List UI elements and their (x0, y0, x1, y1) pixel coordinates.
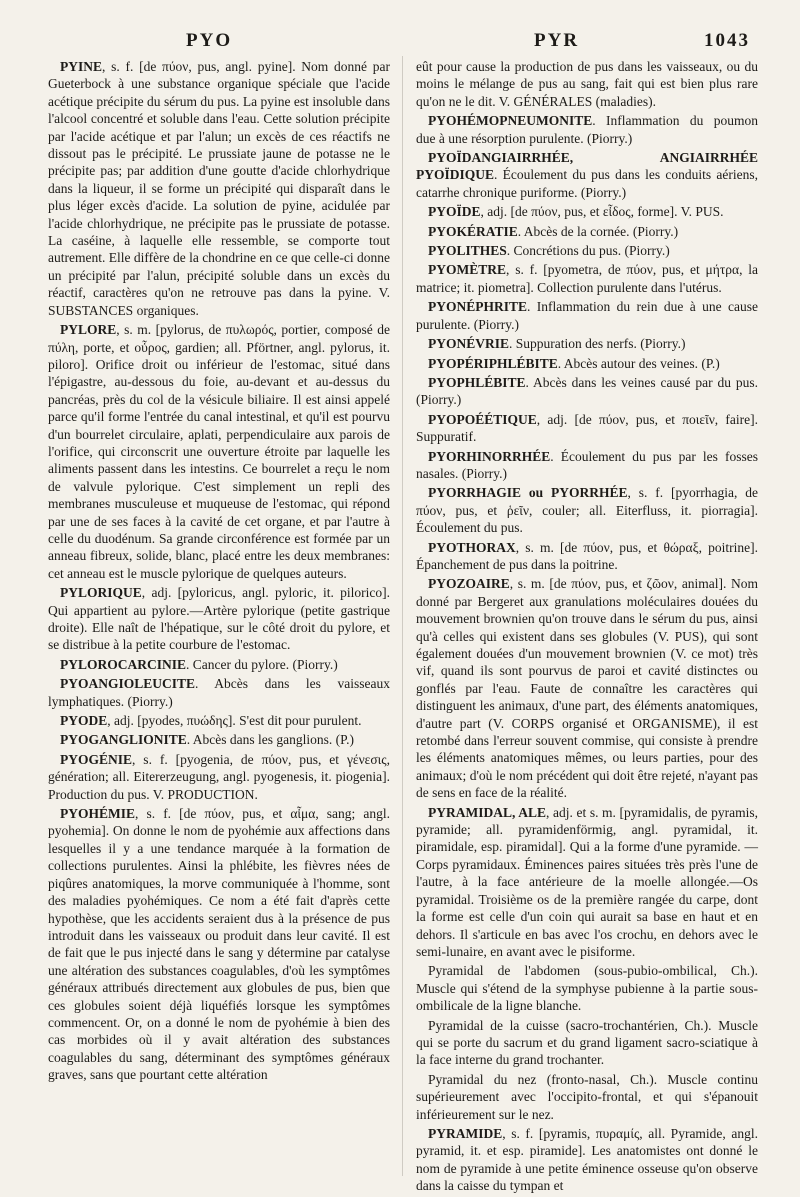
entry-text: , s. f. [pyogenia, de πύον, pus, et γένεσις, génération; all. Eitererzeugung, angl. pyogenesis, it. piogenia]. Production du pus. V. PRODUCTION. (48, 751, 390, 802)
entry-headword: PYORRHAGIE ou PYORRHÉE (428, 485, 628, 501)
entry-headword: PYOPHLÉBITE (428, 374, 526, 390)
dictionary-entry (48, 675, 390, 710)
entry-headword: PYOÏDANGIAIRRHÉE, ANGIAIRRHÉE PYOÏDIQUE (416, 150, 758, 183)
entry-headword: PYOLITHES (428, 243, 507, 259)
dictionary-entry (48, 751, 390, 803)
entry-text: , adj. [pyloricus, angl. pyloric, it. pilorico]. Qui appartient au pylore.—Artère pylorique (petite gastrique droite). Elle naît de l'hépatique, sur le côté droit du pylore, et se distribue à la petite courbure de l'estomac. (48, 585, 390, 653)
entry-text: . Suppuration des nerfs. (Piorry.) (509, 336, 686, 352)
entry-headword: PYRAMIDAL, ALE (428, 804, 546, 820)
dictionary-entry (416, 261, 758, 296)
entry-headword: PYOGANGLIONITE (60, 732, 187, 748)
entry-text: Pyramidal de la cuisse (sacro-trochantérien, Ch.). Muscle qui se porte du sacrum et du grand ligament sacro-sciatique à la face interne du grand trochanter. (416, 1017, 758, 1068)
entry-headword: PYINE (60, 59, 103, 74)
entry-text: . Concrétions du pus. (Piorry.) (506, 243, 670, 259)
dictionary-entry (416, 149, 758, 201)
entry-headword: PYOPOÉÉTIQUE (428, 411, 537, 427)
entry-text: . Écoulement du pus par les fosses nasales. (Piorry.) (416, 448, 758, 481)
entry-headword: PYLORIQUE (60, 585, 142, 601)
text-columns (48, 58, 758, 1197)
entry-text: , s. f. [pyramis, πυραμίς, all. Pyramide, angl. pyramid, it. et esp. piramide]. Les anatomistes ont donné le nom de pyramide à une petite éminence osseuse qu'on observe dans la caisse du tympan et (416, 1125, 758, 1194)
dictionary-entry (416, 962, 758, 1014)
dictionary-entry (416, 448, 758, 483)
dictionary-entry (416, 298, 758, 333)
dictionary-entry (48, 731, 390, 748)
dictionary-entry (416, 484, 758, 536)
dictionary-entry (416, 355, 758, 372)
dictionary-entry (416, 242, 758, 259)
entry-text: , s. m. [de πύον, pus, et θώραξ, poitrine]. Épanchement de pus dans la poitrine. (416, 539, 758, 572)
header-left-word: PYO (186, 30, 233, 51)
dictionary-entry (416, 804, 758, 961)
entry-headword: PYLOROCARCINIE (60, 656, 187, 672)
entry-text: . Inflammation du poumon due à une résorption purulente. (Piorry.) (416, 113, 758, 146)
dictionary-entry (416, 58, 758, 110)
entry-headword: PYOMÈTRE (428, 262, 507, 278)
entry-headword: PYOGÉNIE (60, 751, 133, 767)
entry-text: , adj. [pyodes, πυώδης]. S'est dit pour purulent. (107, 713, 362, 729)
dictionary-entry (416, 1071, 758, 1123)
right-column (416, 58, 758, 1197)
entry-text: . Abcès autour des veines. (P.) (557, 355, 720, 371)
dictionary-entry (416, 575, 758, 801)
entry-headword: PYOKÉRATIE (428, 223, 518, 239)
entry-text: . Écoulement du pus dans les conduits aériens, catarrhe chronique puriforme. (Piorry.) (416, 167, 758, 200)
dictionary-entry (416, 112, 758, 147)
entry-text: . Abcès dans les ganglions. (P.) (186, 732, 355, 748)
entry-headword: PYONÉPHRITE (428, 299, 528, 315)
entry-text: . Cancer du pylore. (Piorry.) (186, 656, 338, 672)
dictionary-entry (48, 321, 390, 582)
entry-headword: PYOÏDE (428, 204, 481, 220)
entry-headword: PYRAMIDE (428, 1125, 503, 1141)
dictionary-entry (416, 335, 758, 352)
dictionary-entry (48, 656, 390, 673)
running-header (48, 28, 758, 54)
entry-headword: PYORHINORRHÉE (428, 448, 551, 464)
entry-headword: PYOZOAIRE (428, 576, 510, 592)
entry-headword: PYLORE (60, 322, 117, 338)
left-column (48, 58, 390, 1197)
dictionary-entry (416, 411, 758, 446)
entry-text: Pyramidal du nez (fronto-nasal, Ch.). Muscle continu supérieurement avec l'occipito-frontal, et qui s'épanouit inférieurement sur le nez. (416, 1071, 758, 1122)
entry-text: , s. m. [pylorus, de πυλωρός, portier, composé de πύλη, porte, et οὖρος, gardien; all. Pförtner, angl. pylorus, it. piloro]. Orifice droit ou inférieur de l'estomac, situé dans l'épigastre, au-dessous du foie, au-devant et au-dessus du pancréas, près du col de la vésicule biliaire. Il est ainsi appelé parce qu'il forme l'entrée du canal intestinal, et qu'il est pourvu d'un bourrelet circulaire, aplati, perpendiculaire aux parois de l'orifice, qui circonscrit une ouverture étroite par laquelle les aliments passent dans les intestins. Ce bourrelet a reçu le nom de valvule pylorique. C'est simplement un repli des membranes musculeuse et muqueuse de l'estomac, qui répond par une de ses faces à la cavité de cet organe, et par l'autre à celle du duodénum. Sa grande circonférence est formée par un anneau fibreux, solide, blanc, placé entre les deux membranes: cet anneau est le muscle pylorique de quelques auteurs. (48, 322, 390, 581)
entry-headword: PYOPÉRIPHLÉBITE (428, 355, 558, 371)
dictionary-entry (416, 1125, 758, 1195)
entry-text: , adj. [de πύον, pus, et εἶδος, forme]. V. PUS. (480, 204, 724, 220)
dictionary-entry (48, 712, 390, 729)
dictionary-entry (416, 223, 758, 240)
entry-headword: PYOHÉMOPNEUMONITE (428, 113, 593, 129)
dictionary-entry (48, 58, 390, 319)
entry-headword: PYONÉVRIE (428, 336, 510, 352)
entry-text: , s. f. [de πύον, pus, angl. pyine]. Nom donné par Gueterbock à une substance organique spéciale que l'acide acétique précipite du sérum du pus. La pyine est insoluble dans l'alcool concentré et soluble dans l'eau. Cette solution précipite par l'acide acétique et par l'alun; un excès de ces réactifs ne dissout pas le précipité. Le prussiate jaune de potasse ne le précipite pas; par addition d'une goutte d'acide chlorhydrique dans la liqueur, il se forme un précipité qui disparaît dans le plus léger excès d'acide. La solution de pyine, acidulée par l'acide chlorhydrique, ne précipite pas le prussiate de potasse. La caséine, à laquelle elle ressemble, se comporte tout autrement. Elle diffère de la chondrine en ce que celle-ci donne un précipité par l'alun, précipité soluble dans un excès du réactif, caractères qu'on ne retrouve pas dans la pyine. V. SUBSTANCES organiques. (48, 59, 390, 318)
entry-text: . Abcès dans les vaisseaux lymphatiques. (Piorry.) (48, 676, 390, 709)
entry-headword: PYOHÉMIE (60, 806, 136, 822)
entry-text: , s. m. [de πύον, pus, et ζῶον, animal]. Nom donné par Bergeret aux granulations moléculaires douées du mouvement brownien qu'on trouve dans le sérum du pus, ainsi qu'à celles qui existent dans ses globules (V. PUS), qui sont également douées d'un mouvement brownien (V. ce mot) très vif, quand ils sont pourvus de paroi et cavité distinctes ou gonflés par l'eau. Faute de connaître les caractères qui distinguent les animaux, d'une part, des éléments anatomiques, d'autre part (V. CORPS organisé et ORGANISME), il est retombé dans l'erreur souvent commise, qui consiste à prendre les éléments anatomiques mêmes, ou leurs parties, pour des animaux; d'où le nom précédent qui doit être rejeté, n'ayant pas de sens en face de la réalité. (416, 576, 758, 801)
entry-headword: PYODE (60, 713, 108, 729)
entry-text: , adj. et s. m. [pyramidalis, de pyramis, pyramide; all. pyramidenförmig, angl. pyramidal, it. piramidale, esp. piramidal]. Qui a la forme d'une pyramide. — Corps pyramidaux. Éminences paires situées très près l'une de l'autre, à la face antérieure de la moelle allongée.—Os pyramidal. Troisième os de la première rangée du carpe, dont la forme est celle d'un coin qui aurait sa base en haut et en dehors. Il s'articule en bas avec l'os crochu, en dehors avec le semi-lunaire, en avant avec le pisiforme. (416, 804, 758, 959)
dictionary-entry (416, 203, 758, 220)
dictionary-entry (416, 539, 758, 574)
entry-text: , adj. [de πύον, pus, et ποιεῖν, faire]. Suppuratif. (416, 411, 758, 445)
entry-text: . Abcès dans les veines causé par du pus. (Piorry.) (416, 374, 758, 408)
entry-text: eût pour cause la production de pus dans les vaisseaux, ou du moins le mélange de pus au sang, fait qui est bien plus rare qu'on ne le dit. V. GÉNÉRALES (maladies). (416, 59, 758, 109)
entry-headword: PYOANGIOLEUCITE (60, 676, 196, 692)
header-right-word: PYR (534, 30, 580, 51)
entry-text: , s. f. [de πύον, pus, et αἷμα, sang; angl. pyohemia]. On donne le nom de pyohémie aux affections dans lesquelles il y a une tendance marquée à la formation de collections purulentes. Ainsi la phlébite, les fièvres nées de piqûres anatomiques, la morve communiquée à l'homme, sont des maladies pyohémiques. Ce nom a été fait d'après cette hypothèse, que les accidents seraient dus à la présence de pus introduit dans les vaisseaux ou produit dans leur cavité. Il est de fait que le pus injecté dans le sang y détermine par catalyse une altération des substances coagulables, d'où les symptômes généraux attribués directement aux globules de pus, bien que ces globules soient déjà liquéfiés lorsque les symptômes commencent. Or, on a donné le nom de pyohémie à bien des cas morbides où il y avait altération des substances coagulables du sang, déterminant des symptômes généraux graves, sans que pourtant cette altération (48, 806, 390, 1083)
dictionary-entry (416, 374, 758, 409)
dictionary-entry (48, 805, 390, 1084)
page-number: 1043 (704, 30, 750, 51)
column-divider (402, 56, 403, 1176)
entry-text: , s. f. [pyorrhagia, de πύον, pus, et ῥεῖν, couler; all. Eiterfluss, it. piorragia]. Écoulement du pus. (416, 485, 758, 536)
entry-text: , s. f. [pyometra, de πύον, pus, et μήτρα, la matrice; it. piometra]. Collection purulente dans l'utérus. (416, 262, 758, 295)
entry-headword: PYOTHORAX (428, 539, 516, 555)
entry-text: . Abcès de la cornée. (Piorry.) (517, 223, 679, 239)
entry-text: Pyramidal de l'abdomen (sous-pubio-ombilical, Ch.). Muscle qui s'étend de la symphyse pubienne à la partie sous-ombilicale de la ligne blanche. (416, 963, 758, 1014)
entry-text: . Inflammation du rein due à une cause purulente. (Piorry.) (416, 299, 758, 332)
dictionary-entry (48, 584, 390, 654)
dictionary-entry (416, 1017, 758, 1069)
